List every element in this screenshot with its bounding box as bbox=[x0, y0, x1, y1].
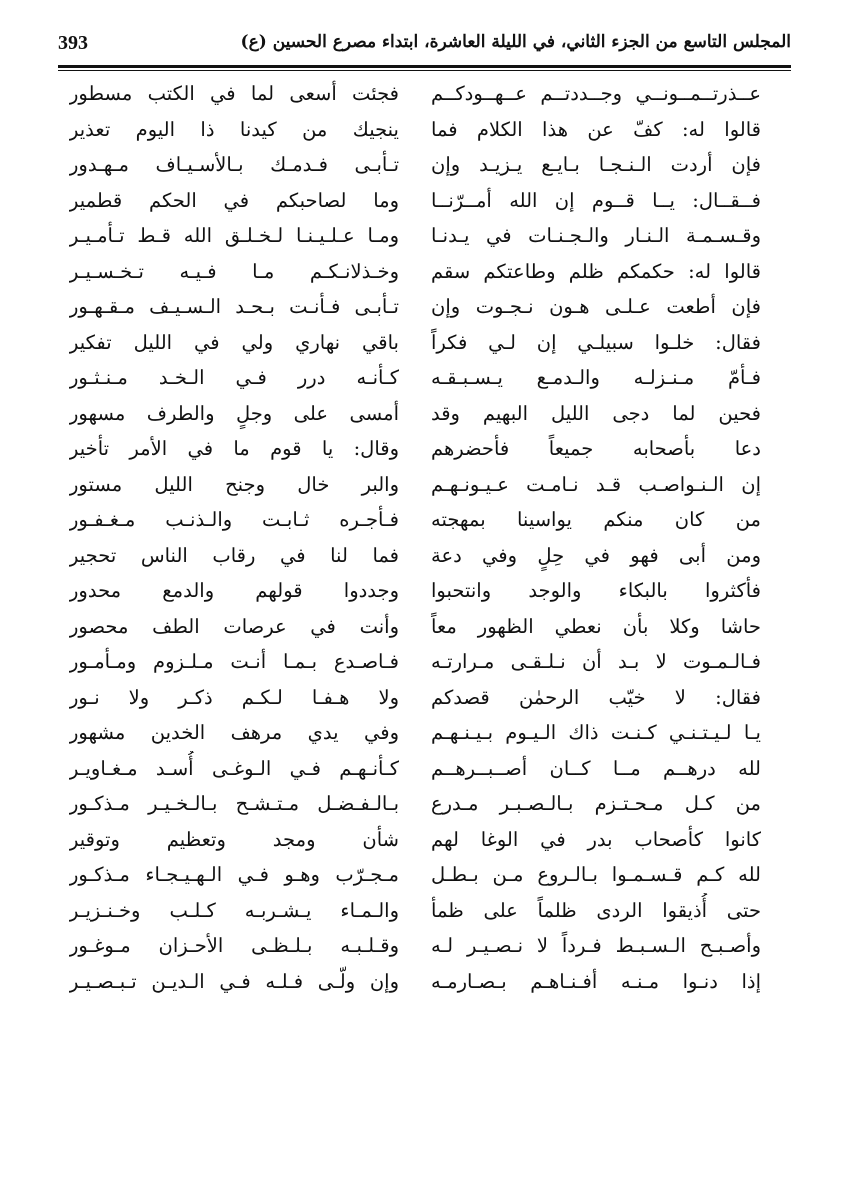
verse-second-hemistich: وخـذلانـكـم مـا فـيـه تـخـسـيـر bbox=[69, 259, 399, 283]
verse-first-hemistich: قالوا له: كفّ عن هذا الكلام فما bbox=[431, 117, 761, 141]
verse-second-hemistich: تـأبـى فـأنـت بـحـد الـسـيـف مـقـهـور bbox=[69, 295, 399, 318]
verse-first-hemistich: حتى أُذيقوا الردى ظلماً على ظمأ bbox=[431, 898, 761, 922]
verse-first-hemistich: وقـسـمـة الـنـار والـجـنـات في يـدنـا bbox=[431, 224, 761, 247]
verse-second-hemistich: أمسى على وجلٍ والطرف مسهور bbox=[69, 401, 399, 425]
verse-first-hemistich: من كان منكم يواسينا بمهجته bbox=[431, 508, 761, 531]
verse-second-hemistich: ينجيك من كيدنا ذا اليوم تعذير bbox=[69, 117, 399, 141]
verse-first-hemistich: فقال: خلـوا سبيلـي إن لـي فكراً bbox=[431, 330, 761, 354]
verse-second-hemistich: فـاصـدع بـمـا أنـت مـلـزوم ومـأمـور bbox=[69, 650, 399, 673]
verse-second-hemistich: وإن ولّـى فـلـه فـي الـديـن تـبـصـيـر bbox=[69, 969, 399, 993]
verse-first-hemistich: من كـل مـحـتـزم بـالـصـبـر مـدرع bbox=[431, 792, 761, 815]
verse-second-hemistich: والـمـاء يـشـربـه كـلـب وخـنـزيـر bbox=[69, 898, 399, 922]
verse-second-hemistich: شأن ومجد وتعظيم وتوقير bbox=[69, 827, 399, 851]
verse-second-hemistich: تـأبـى فـدمـك بـالأسـيـاف مـهـدور bbox=[69, 153, 399, 176]
verse-first-hemistich: قالوا له: حكمكم ظلم وطاعتكم سقم bbox=[431, 259, 761, 283]
header-rule-thick bbox=[58, 65, 791, 68]
verse-first-hemistich: فأكثروا بالبكاء والوجد وانتحبوا bbox=[431, 579, 761, 602]
verse-second-hemistich: وما لصاحبكم في الحكم قطمير bbox=[69, 188, 399, 212]
header-rule-thin bbox=[58, 70, 791, 71]
verse-first-hemistich: فإن أردت الـنـجـا بـايـع يـزيـد وإن bbox=[431, 153, 761, 176]
verse-second-hemistich: ولا هـفـا لـكـم ذكـر ولا نـور bbox=[69, 685, 399, 709]
verse-second-hemistich: وقـلـبـه بـلـظـى الأحـزان مـوغـور bbox=[69, 934, 399, 957]
verse-first-hemistich: حاشا وكلا بأن نعطي الظهور معاً bbox=[431, 614, 761, 638]
verse-first-hemistich: فـأمّ مـنـزلـه والـدمـع يـسـبـقـه bbox=[431, 366, 761, 389]
running-title: المجلس التاسع من الجزء الثاني، في الليلة العاشرة، ابتداء مصرع الحسين (ع) bbox=[240, 32, 791, 52]
verse-first-hemistich: فقال: لا خيّب الرحمٰن قصدكم bbox=[431, 685, 761, 709]
verse-second-hemistich: والبر خال وجنح الليل مستور bbox=[69, 472, 399, 496]
verse-second-hemistich: فـأجـره ثـابـت والـذنـب مـغـفـور bbox=[69, 508, 399, 531]
verse-second-hemistich: وجددوا قولهم والدمع محدور bbox=[69, 579, 399, 602]
verse-second-hemistich: وقال: يا قوم ما في الأمر تأخير bbox=[69, 437, 399, 460]
verse-second-hemistich: كـأنـهـم فـي الـوغـى أُسـد مـغـاويـر bbox=[69, 756, 399, 780]
verse-second-hemistich: فجئت أسعى لما في الكتب مسطور bbox=[69, 82, 399, 105]
verse-second-hemistich: وفي يدي مرهف الخدين مشهور bbox=[69, 721, 399, 744]
verse-second-hemistich: مـجـرّب وهـو فـي الـهـيـجـاء مـذكـور bbox=[69, 863, 399, 886]
verse-first-hemistich: إن الـنـواصـب قـد نـامـت عـيـونـهـم bbox=[431, 472, 761, 496]
verse-first-hemistich: يـا لـيـتـنـي كـنـت ذاك الـيـوم بـيـنـهـم bbox=[431, 721, 761, 744]
verse-first-hemistich: وأصـبـح الـسـبـط فـرداً لا نـصـيـر لـه bbox=[431, 934, 761, 957]
verse-first-hemistich: عــذرتــمــونــي وجــددتــم عــهــودكــم bbox=[431, 82, 761, 105]
verse-second-hemistich: باقي نهاري ولي في الليل تفكير bbox=[69, 330, 399, 354]
verse-first-hemistich: كانوا كأصحاب بدر في الوغا لهم bbox=[431, 827, 761, 851]
verse-first-hemistich: لله درهــم مــا كــان أصــبــرهــم bbox=[431, 756, 761, 780]
verse-first-hemistich: دعا بأصحابه جميعاً فأحضرهم bbox=[431, 437, 761, 460]
verse-second-hemistich: فما لنا في رقاب الناس تحجير bbox=[69, 543, 399, 567]
verse-first-hemistich: إذا دنـوا مـنـه أفـنـاهـم بـصـارمـه bbox=[431, 969, 761, 993]
verse-second-hemistich: بـالـفـضـل مـتـشـح بـالـخـيـر مـذكـور bbox=[69, 792, 399, 815]
verse-first-hemistich: فـالـمـوت لا بـد أن نـلـقـى مـرارتـه bbox=[431, 650, 761, 673]
page-number: 393 bbox=[58, 32, 88, 54]
verse-second-hemistich: كـأنـه درر فـي الـخـد مـنـثـور bbox=[69, 366, 399, 389]
verse-first-hemistich: فإن أطعت عـلـى هـون نـجـوت وإن bbox=[431, 295, 761, 318]
verse-first-hemistich: فحين لما دجى الليل البهيم وقد bbox=[431, 401, 761, 425]
left-hemistich-column bbox=[69, 76, 399, 999]
verse-first-hemistich: فــقــال: يــا قــوم إن الله أمــرّنــا bbox=[431, 188, 761, 212]
verse-first-hemistich: ومن أبى فهو في حِلٍ وفي دعة bbox=[431, 543, 761, 567]
page-header bbox=[58, 28, 791, 64]
verse-second-hemistich: ومـا عـلـيـنـا لـخـلـق الله قـط تـأمـيـر bbox=[69, 224, 399, 247]
right-hemistich-column bbox=[431, 76, 761, 999]
verse-second-hemistich: وأنت في عرصات الطف محصور bbox=[69, 614, 399, 638]
verse-first-hemistich: لله كـم قـسـمـوا بـالـروع مـن بـطـل bbox=[431, 863, 761, 886]
